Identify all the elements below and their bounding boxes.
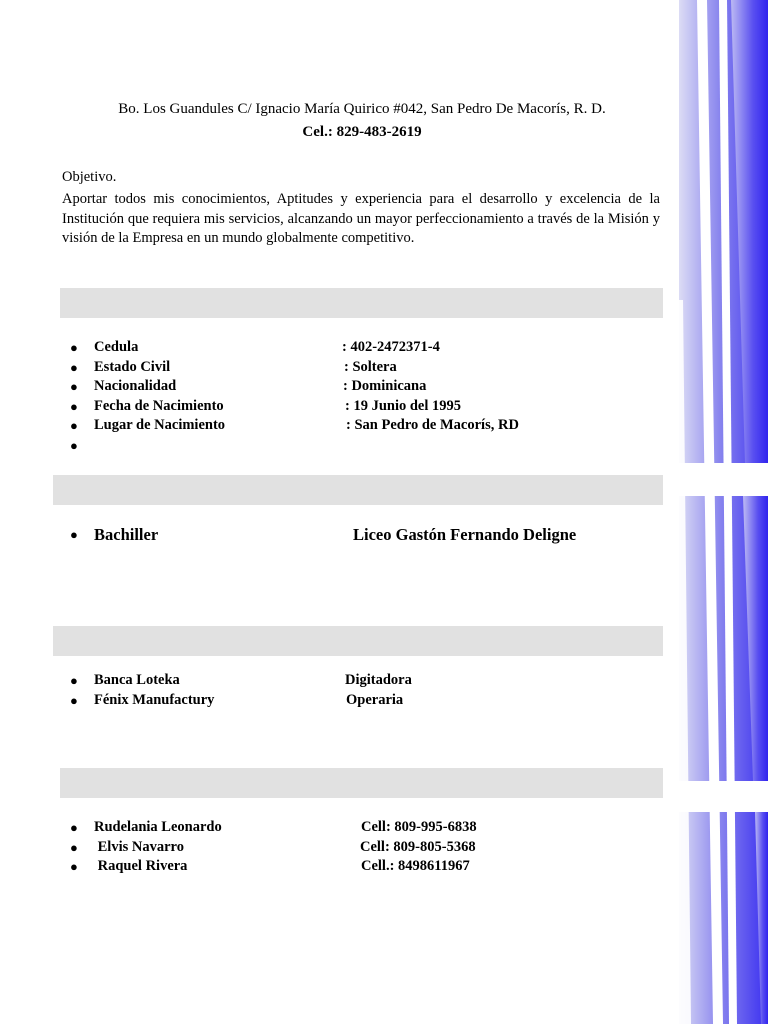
bullet-icon: ● bbox=[70, 340, 78, 355]
bullet-icon: ● bbox=[70, 839, 78, 855]
bullet-icon: ● bbox=[70, 359, 78, 375]
field-value: : 19 Junio del 1995 bbox=[345, 397, 462, 414]
field-value: : Dominicana bbox=[343, 378, 427, 395]
reference-phone: Cell.: 8498611967 bbox=[361, 858, 470, 875]
reference-phone: Cell: 809-995-6838 bbox=[361, 819, 477, 835]
bullet-icon: ● bbox=[70, 527, 78, 542]
field-label: Cedula bbox=[94, 339, 139, 355]
school-name: Liceo Gastón Fernando Deligne bbox=[353, 525, 577, 544]
field-label: Nacionalidad bbox=[94, 378, 177, 395]
field-value: : 402-2472371-4 bbox=[342, 339, 440, 355]
job-title: Digitadora bbox=[345, 672, 412, 688]
field-value: : Soltera bbox=[344, 358, 397, 375]
reference-name: Raquel Rivera bbox=[94, 858, 188, 875]
bullet-icon: ● bbox=[70, 859, 78, 875]
reference-name: Rudelania Leonardo bbox=[94, 819, 222, 835]
objective-text: Aportar todos mis conocimientos, Aptitudes y experiencia para el desarrollo y excelencia de la Institución que requiera mis servicios, alcanzando un mayor perfeccionamiento a través de la Misión y visión de la Empresa en un mundo globalmente competitivo. bbox=[62, 191, 660, 247]
reference-name: Elvis Navarro bbox=[94, 838, 184, 855]
bullet-icon: ● bbox=[70, 437, 78, 453]
objective-heading: Objetivo. bbox=[62, 169, 117, 185]
bullet-icon: ● bbox=[70, 379, 78, 395]
reference-phone: Cell: 809-805-5368 bbox=[360, 838, 476, 855]
employer-name: Banca Loteka bbox=[94, 672, 180, 688]
personal-section-header bbox=[60, 288, 663, 318]
phone-line: Cel.: 829-483-2619 bbox=[302, 124, 422, 140]
bullet-icon: ● bbox=[70, 692, 78, 708]
references-section-header bbox=[60, 768, 663, 798]
address-line: Bo. Los Guandules C/ Ignacio María Quirico #042, San Pedro De Macorís, R. D. bbox=[118, 101, 606, 117]
bullet-icon: ● bbox=[70, 398, 78, 414]
field-label: Estado Civil bbox=[94, 358, 171, 375]
field-value: : San Pedro de Macorís, RD bbox=[346, 417, 519, 434]
job-title: Operaria bbox=[346, 691, 404, 708]
bullet-icon: ● bbox=[70, 673, 78, 688]
decorative-stripes bbox=[679, 0, 768, 1024]
employer-name: Fénix Manufactury bbox=[94, 691, 215, 708]
field-label: Lugar de Nacimiento bbox=[94, 417, 226, 434]
field-label: Fecha de Nacimiento bbox=[94, 397, 224, 414]
education-section-header bbox=[53, 475, 663, 505]
degree-label: Bachiller bbox=[94, 525, 159, 544]
bullet-icon: ● bbox=[70, 418, 78, 434]
experience-section-header bbox=[53, 626, 663, 656]
bullet-icon: ● bbox=[70, 820, 78, 835]
